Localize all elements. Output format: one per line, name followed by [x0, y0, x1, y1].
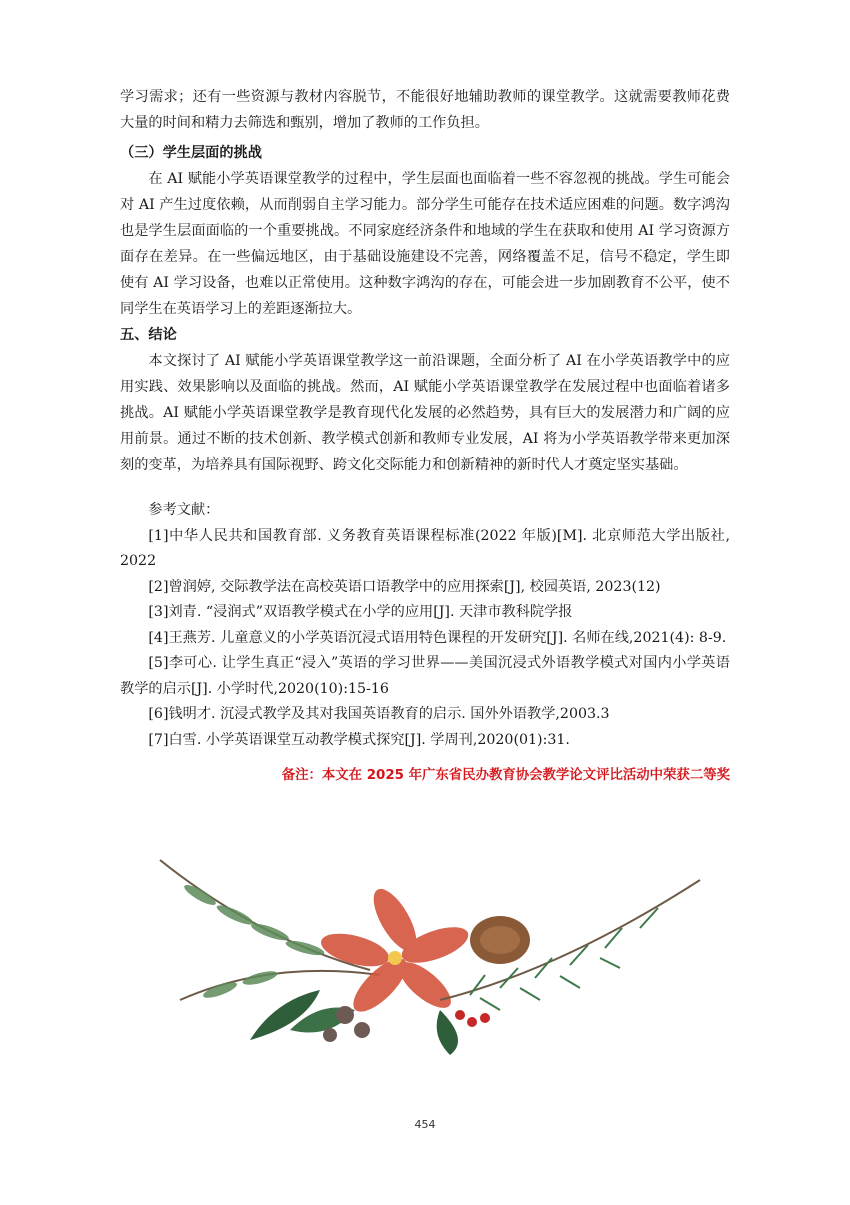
- paragraph-student-challenges: 在 AI 赋能小学英语课堂教学的过程中，学生层面也面临着一些不容忽视的挑战。学生可能会对 AI 产生过度依赖，从而削弱自主学习能力。部分学生可能存在技术适应困难的问题。数字鸿沟也是学生层面面临的一个重要挑战。不同家庭经济条件和地域的学生在获取和使用 AI 学习资源方面存在差异。在一些偏远地区，由于基础设施建设不完善，网络覆盖不足，信号不稳定，学生即使有 AI 学习设备，也难以正常使用。这种数字鸿沟的存在，可能会进一步加剧教育不公平，使不同学生在英语学习上的差距逐渐拉大。: [120, 171, 730, 317]
- paragraph-conclusion: 本文探讨了 AI 赋能小学英语课堂教学这一前沿课题，全面分析了 AI 在小学英语教学中的应用实践、效果影响以及面临的挑战。然而，AI 赋能小学英语课堂教学在发展过程中也面临着诸多挑战。AI 赋能小学英语课堂教学是教育现代化发展的必然趋势，具有巨大的发展潜力和广阔的应用前景。通过不断的技术创新、教学模式创新和教师专业发展，AI 将为小学英语教学带来更加深刻的变革，为培养具有国际视野、跨文化交际能力和创新精神的新时代人才奠定坚实基础。: [120, 353, 730, 473]
- paragraph-continued: 学习需求；还有一些资源与教材内容脱节，不能很好地辅助教师的课堂教学。这就需要教师花费大量的时间和精力去筛选和甄别，增加了教师的工作负担。: [120, 89, 730, 131]
- page-number: 454: [414, 1118, 436, 1131]
- references-title: 参考文献：: [148, 502, 220, 518]
- reference-item: [7]白雪. 小学英语课堂互动教学模式探究[J]. 学周刊,2020(01):31.: [148, 731, 570, 748]
- section-heading-conclusion: 五、结论: [120, 327, 177, 343]
- reference-item: [3]刘青. “浸润式”双语教学模式在小学的应用[J]. 天津市教科院学报: [148, 604, 573, 620]
- reference-item: [4]王燕芳. 儿童意义的小学英语沉浸式语用特色课程的开发研究[J]. 名师在线,2021(4): 8-9.: [148, 629, 727, 646]
- references-section: [120, 498, 730, 753]
- reference-item: [2]曾润婷, 交际教学法在高校英语口语教学中的应用探索[J], 校园英语, 2023(12): [148, 578, 661, 595]
- award-note: 备注：本文在 2025 年广东省民办教育协会教学论文评比活动中荣获二等奖: [281, 768, 730, 783]
- reference-item: [1]中华人民共和国教育部. 义务教育英语课程标准(2022 年版)[M]. 北京师范大学出版社, 2022: [120, 527, 730, 569]
- reference-item: [6]钱明才. 沉浸式教学及其对我国英语教育的启示. 国外外语教学,2003.3: [148, 706, 610, 722]
- reference-item: [5]李可心. 让学生真正“浸入”英语的学习世界——美国沉浸式外语教学模式对国内小学英语教学的启示[J]. 小学时代,2020(10):15-16: [120, 655, 730, 697]
- section-heading-student-challenges: （三）学生层面的挑战: [120, 145, 262, 161]
- document-body: [120, 84, 730, 789]
- christmas-wreath-illustration: [140, 850, 720, 1060]
